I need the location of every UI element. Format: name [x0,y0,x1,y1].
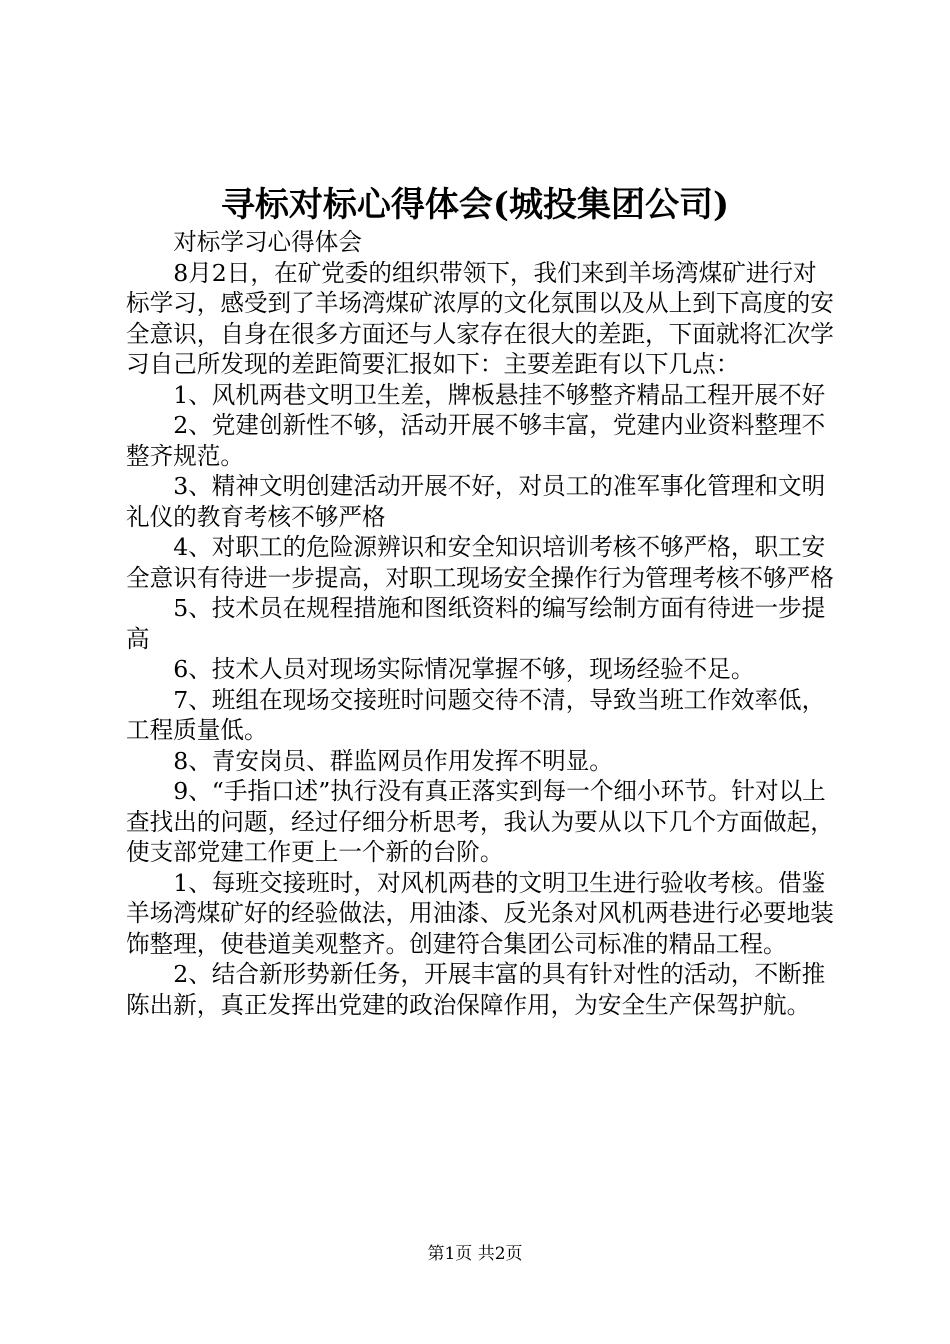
paragraph-measure-1: 1、每班交接班时，对风机两巷的文明卫生进行验收考核。借鉴羊场湾煤矿好的经验做法，用油漆、反光条对风机两巷进行必要地装饰整理，使巷道美观整齐。创建符合集团公司标准的精品工程。 [126,868,834,958]
paragraph-gap-5: 5、技术员在规程措施和图纸资料的编写绘制方面有待进一步提高 [126,594,826,653]
paragraph-gap-9: 9、“手指口述”执行没有真正落实到每一个细小环节。针对以上查找出的问题，经过仔细分析思考，我认为要从以下几个方面做起，使支部党建工作更上一个新的台阶。 [126,777,834,866]
paragraph-measure-2: 2、结合新形势新任务，开展丰富的具有针对性的活动，不断推陈出新，真正发挥出党建的政治保障作用，为安全生产保驾护航。 [126,960,826,1019]
paragraph-gap-8: 8、青安岗员、群监网员作用发挥不明显。 [173,746,613,775]
document-body [126,227,836,1020]
paragraph-gap-3: 3、精神文明创建活动开展不好，对员工的准军事化管理和文明礼仪的教育考核不够严格 [126,472,826,531]
paragraph-gap-1: 1、风机两巷文明卫生差，牌板悬挂不够整齐精品工程开展不好 [173,380,826,409]
paragraph-subtitle: 对标学习心得体会 [173,228,362,256]
paragraph-gap-4: 4、对职工的危险源辨识和安全知识培训考核不够严格，职工安全意识有待进一步提高，对职工现场安全操作行为管理考核不够严格 [126,533,834,592]
paragraph-gap-7: 7、班组在现场交接班时问题交待不清，导致当班工作效率低，工程质量低。 [126,685,826,744]
paragraph-intro: 8月2日，在矿党委的组织带领下，我们来到羊场湾煤矿进行对标学习，感受到了羊场湾煤矿浓厚的文化氛围以及从上到下高度的安全意识，自身在很多方面还与人家存在很大的差距，下面就将汇次学习自己所发现的差距简要汇报如下：主要差距有以下几点： [126,258,834,378]
document-title: 寻标对标心得体会(城投集团公司) [220,185,730,225]
paragraph-gap-2: 2、党建创新性不够，活动开展不够丰富，党建内业资料整理不整齐规范。 [126,411,826,470]
paragraph-gap-6: 6、技术人员对现场实际情况掌握不够，现场经验不足。 [173,655,755,683]
page-footer: 第1页 共2页 [427,1244,523,1264]
